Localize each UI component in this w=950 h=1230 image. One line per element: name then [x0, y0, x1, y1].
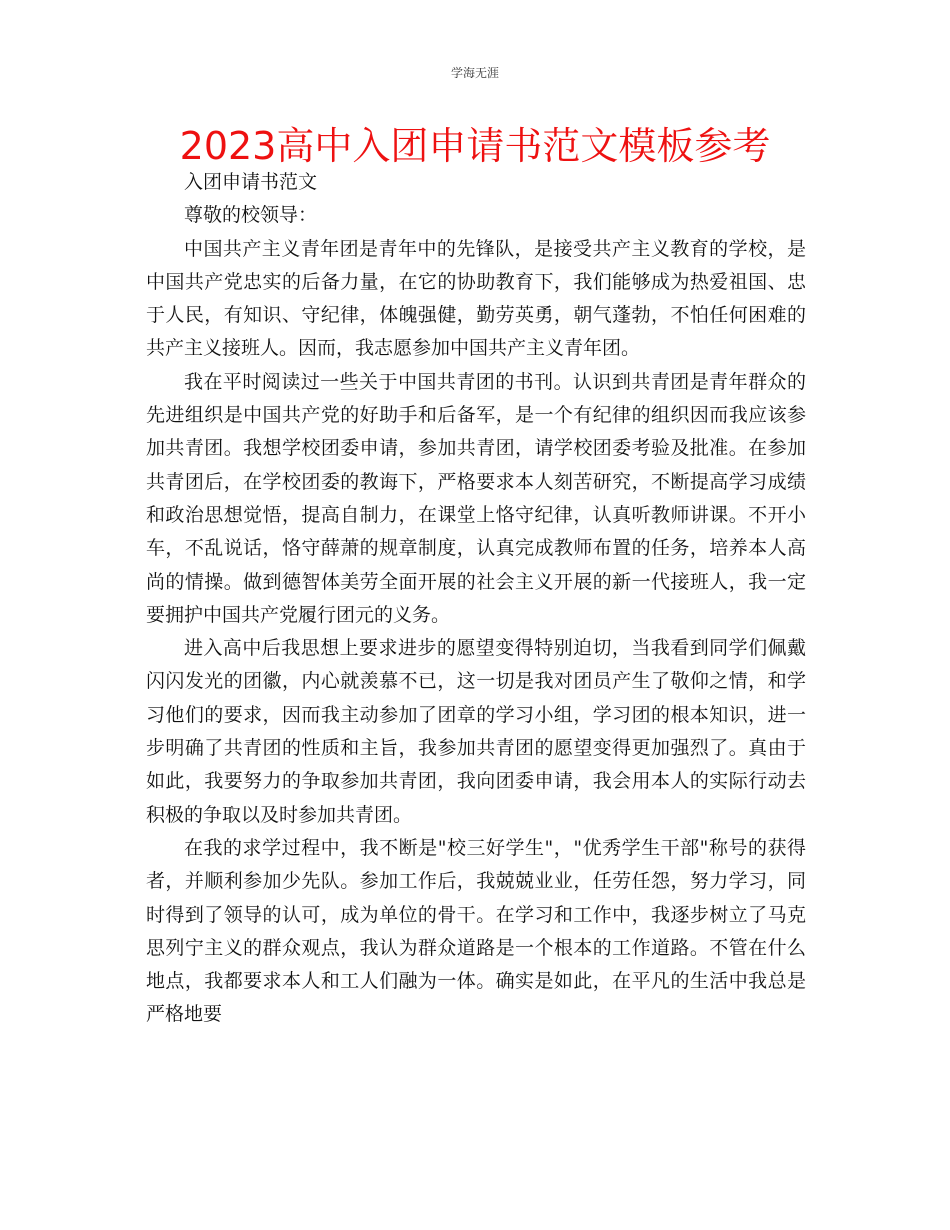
- body-paragraph: 在我的求学过程中，我不断是"校三好学生"，"优秀学生干部"称号的获得者，并顺利参加少先队。参加工作后，我兢兢业业，任劳任怨，努力学习，同时得到了领导的认可，成为单位的骨干。在学习和工作中，我逐步树立了马克思列宁主义的群众观点，我认为群众道路是一个根本的工作道路。不管在什么地点，我都要求本人和工人们融为一体。确实是如此，在平凡的生活中我总是严格地要: [146, 836, 806, 1026]
- body-paragraph: 进入高中后我思想上要求进步的愿望变得特别迫切，当我看到同学们佩戴闪闪发光的团徽，内心就羡慕不已，这一切是我对团员产生了敬仰之情，和学习他们的要求，因而我主动参加了团章的学习小组，学习团的根本知识，进一步明确了共青团的性质和主旨，我参加共青团的愿望变得更加强烈了。真由于如此，我要努力的争取参加共青团，我向团委申请，我会用本人的实际行动去积极的争取以及时参加共青团。: [146, 637, 806, 826]
- section-label: 入团申请书范文: [184, 171, 318, 193]
- body-paragraph: 中国共产主义青年团是青年中的先锋队，是接受共产主义教育的学校，是中国共产党忠实的后备力量，在它的协助教育下，我们能够成为热爱祖国、忠于人民，有知识、守纪律，体魄强健，勤劳英勇，朝气蓬勃，不怕任何困难的共产主义接班人。因而，我志愿参加中国共产主义青年团。: [146, 237, 806, 360]
- document-body: [146, 166, 806, 1032]
- document-title: 2023高中入团申请书范文模板参考: [179, 124, 771, 168]
- salutation: 尊敬的校领导：: [184, 204, 318, 227]
- body-paragraph: 我在平时阅读过一些关于中国共青团的书刊。认识到共青团是青年群众的先进组织是中国共产党的好助手和后备军，是一个有纪律的组织因而我应该参加共青团。我想学校团委申请，参加共青团，请学校团委考验及批准。在参加共青团后，在学校团委的教诲下，严格要求本人刻苦研究，不断提高学习成绩和政治思想觉悟，提高自制力，在课堂上恪守纪律，认真听教师讲课。不开小车，不乱说话，恪守薛萧的规章制度，认真完成教师布置的任务，培养本人高尚的情操。做到德智体美劳全面开展的社会主义开展的新一代接班人，我一定要拥护中国共产党履行团元的义务。: [146, 370, 806, 626]
- page-header: 学海无涯: [450, 66, 499, 80]
